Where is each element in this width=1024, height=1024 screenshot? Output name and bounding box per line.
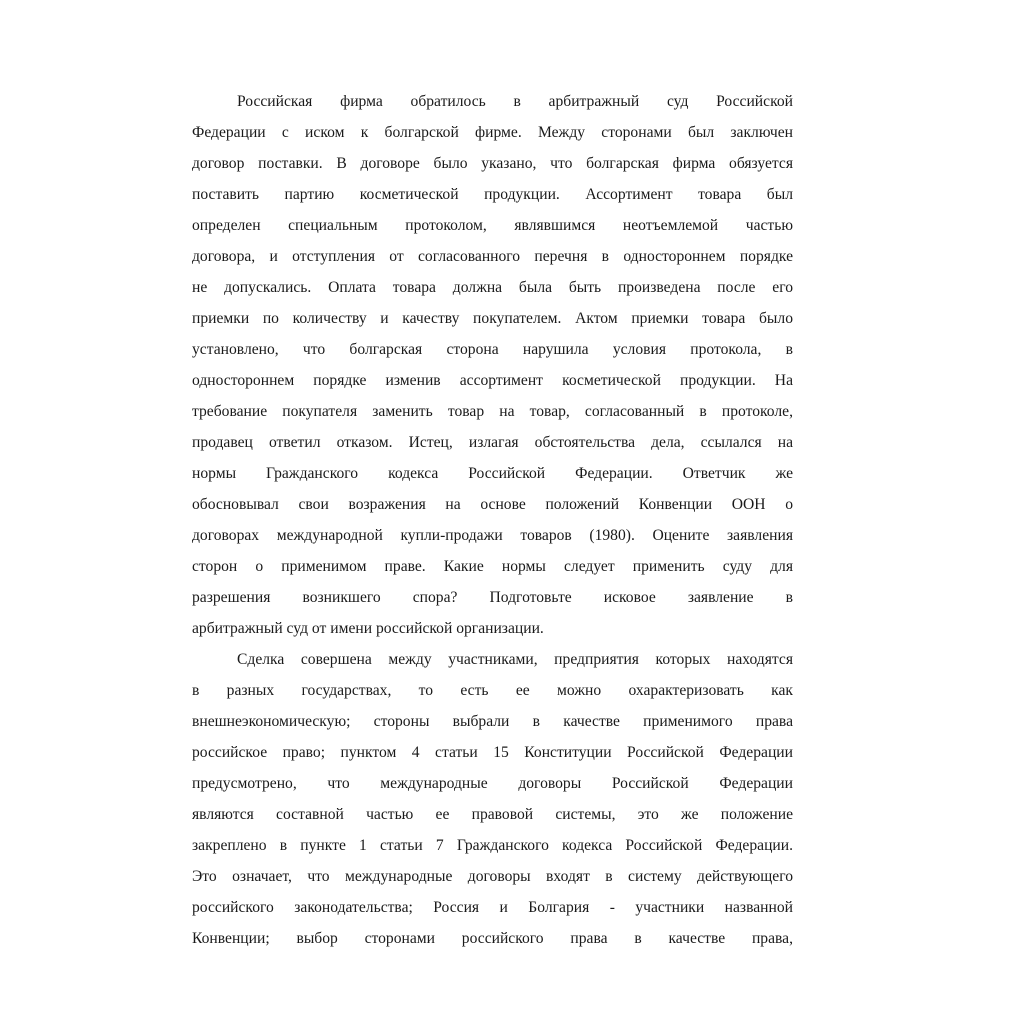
text-line: обосновывал свои возражения на основе положений Конвенции ООН о xyxy=(192,496,793,513)
text-line: российского законодательства; Россия и Болгария - участники названной xyxy=(192,899,793,916)
text-line: Конвенции; выбор сторонами российского права в качестве права, xyxy=(192,930,793,947)
text-line: определен специальным протоколом, являвшимся неотъемлемой частью xyxy=(192,217,793,234)
text-line: Российская фирма обратилось в арбитражный суд Российской xyxy=(237,93,793,110)
text-line: приемки по количеству и качеству покупателем. Актом приемки товара было xyxy=(192,310,793,327)
text-line: нормы Гражданского кодекса Российской Федерации. Ответчик же xyxy=(192,465,793,482)
document-page xyxy=(192,86,793,954)
text-line: арбитражный суд от имени российской организации. xyxy=(192,620,544,637)
text-line: разрешения возникшего спора? Подготовьте исковое заявление в xyxy=(192,589,793,606)
text-line: предусмотрено, что международные договоры Российской Федерации xyxy=(192,775,793,792)
text-line: российское право; пунктом 4 статьи 15 Конституции Российской Федерации xyxy=(192,744,793,761)
text-line: не допускались. Оплата товара должна была быть произведена после его xyxy=(192,279,793,296)
text-line: требование покупателя заменить товар на товар, согласованный в протоколе, xyxy=(192,403,793,420)
text-line: договор поставки. В договоре было указано, что болгарская фирма обязуется xyxy=(192,155,793,172)
text-line: сторон о применимом праве. Какие нормы следует применить суду для xyxy=(192,558,793,575)
text-line: внешнеэкономическую; стороны выбрали в качестве применимого права xyxy=(192,713,793,730)
text-line: Федерации с иском к болгарской фирме. Между сторонами был заключен xyxy=(192,124,793,141)
text-line: закреплено в пункте 1 статьи 7 Гражданского кодекса Российской Федерации. xyxy=(192,837,793,854)
text-line: договорах международной купли-продажи товаров (1980). Оцените заявления xyxy=(192,527,793,544)
text-line: Это означает, что международные договоры входят в систему действующего xyxy=(192,868,793,885)
paragraph-case-description xyxy=(192,86,793,644)
paragraph-solution xyxy=(192,644,793,954)
text-line: продавец ответил отказом. Истец, излагая обстоятельства дела, ссылался на xyxy=(192,434,793,451)
text-line: являются составной частью ее правовой системы, это же положение xyxy=(192,806,793,823)
text-line: в разных государствах, то есть ее можно охарактеризовать как xyxy=(192,682,793,699)
text-line: установлено, что болгарская сторона нарушила условия протокола, в xyxy=(192,341,793,358)
text-line: договора, и отступления от согласованного перечня в одностороннем порядке xyxy=(192,248,793,265)
text-line: Сделка совершена между участниками, предприятия которых находятся xyxy=(237,651,793,668)
text-line: поставить партию косметической продукции. Ассортимент товара был xyxy=(192,186,793,203)
text-line: одностороннем порядке изменив ассортимент косметической продукции. На xyxy=(192,372,793,389)
